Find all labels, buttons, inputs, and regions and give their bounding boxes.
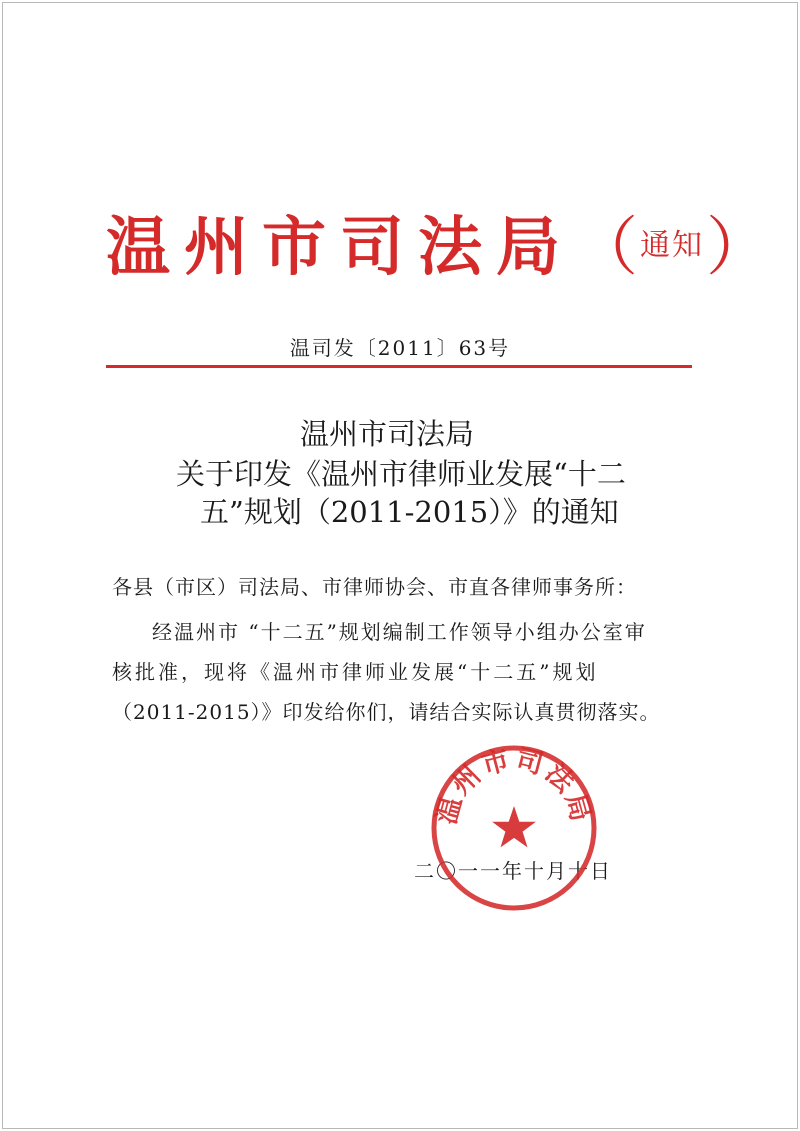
paren-close: ） — [706, 211, 770, 285]
addressee-line: 各县（市区）司法局、市律师协会、市直各律师事务所： — [112, 575, 637, 599]
official-seal-stamp — [430, 744, 598, 912]
title-line-1: 温州市司法局 — [300, 417, 475, 451]
document-number: 温司发〔2011〕63号 — [289, 336, 511, 360]
body-paragraph-line-3: （2011-2015）》印发给你们，请结合实际认真贯彻落实。 — [112, 700, 661, 724]
masthead — [106, 196, 770, 288]
issue-date: 二〇一一年十月十日 — [414, 859, 612, 883]
issuing-organization: 温州市司法局 — [106, 210, 574, 285]
body-paragraph-line-2: 核批准，现将《温州市律师业发展“十二五”规划 — [112, 660, 599, 684]
title-line-2: 关于印发《温州市律师业发展“十二 — [176, 457, 626, 491]
document-type: 通知 — [640, 228, 704, 263]
seal-star-icon — [492, 806, 536, 847]
seal-text: 温州市司法局 — [430, 744, 598, 828]
page-border — [2, 2, 798, 1129]
body-paragraph-line-1: 经温州市 “十二五”规划编制工作领导小组办公室审 — [152, 620, 647, 644]
red-divider-line — [106, 365, 692, 368]
paren-open: （ — [574, 211, 638, 285]
title-line-3: 五”规划（2011-2015）》的通知 — [200, 495, 619, 529]
